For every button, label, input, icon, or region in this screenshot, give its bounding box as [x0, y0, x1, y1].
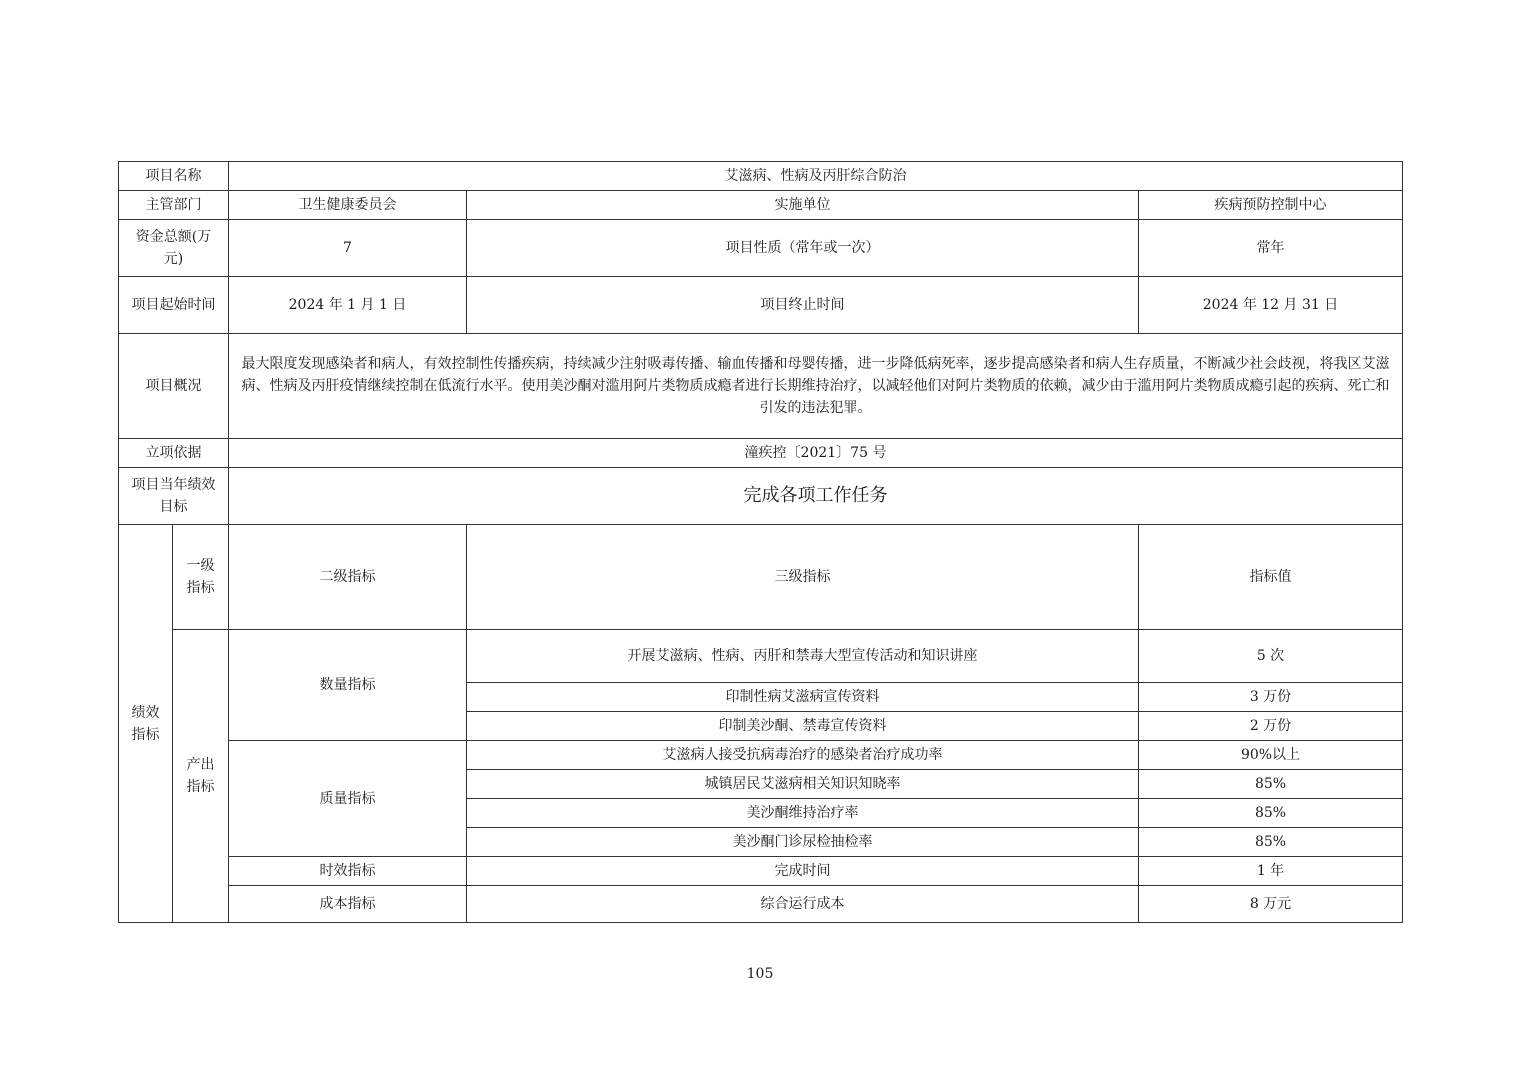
indicator-name: 综合运行成本 [467, 886, 1139, 923]
project-name-label: 项目名称 [119, 162, 229, 191]
performance-table [118, 161, 1403, 923]
project-nature-label: 项目性质（常年或一次） [467, 220, 1139, 277]
indicator-value: 5 次 [1139, 630, 1403, 683]
basis-label: 立项依据 [119, 439, 229, 468]
total-funding-label: 资金总额(万元) [119, 220, 229, 277]
indicator-name: 美沙酮门诊尿检抽检率 [467, 828, 1139, 857]
row-summary [119, 334, 1403, 439]
project-name-value: 艾滋病、性病及丙肝综合防治 [229, 162, 1403, 191]
indicator-value: 90%以上 [1139, 741, 1403, 770]
output-indicator-label: 产出指标 [173, 630, 229, 923]
indicator-value: 85% [1139, 799, 1403, 828]
level1-header: 一级指标 [173, 525, 229, 630]
implementing-unit-value: 疾病预防控制中心 [1139, 191, 1403, 220]
row-dates [119, 277, 1403, 334]
indicator-name: 城镇居民艾滋病相关知识知晓率 [467, 770, 1139, 799]
table-row [119, 886, 1403, 923]
indicator-value: 85% [1139, 828, 1403, 857]
total-funding-value: 7 [229, 220, 467, 277]
table-row [119, 857, 1403, 886]
quantity-indicator-label: 数量指标 [229, 630, 467, 741]
indicator-name: 开展艾滋病、性病、丙肝和禁毒大型宣传活动和知识讲座 [467, 630, 1139, 683]
indicator-value: 1 年 [1139, 857, 1403, 886]
end-time-value: 2024 年 12 月 31 日 [1139, 277, 1403, 334]
row-indicator-header [119, 525, 1403, 630]
value-header: 指标值 [1139, 525, 1403, 630]
department-label: 主管部门 [119, 191, 229, 220]
indicators-section-label: 绩效指标 [119, 525, 173, 923]
project-nature-value: 常年 [1139, 220, 1403, 277]
row-goal [119, 468, 1403, 525]
goal-label: 项目当年绩效目标 [119, 468, 229, 525]
end-time-label: 项目终止时间 [467, 277, 1139, 334]
quality-indicator-label: 质量指标 [229, 741, 467, 857]
indicator-name: 印制美沙酮、禁毒宣传资料 [467, 712, 1139, 741]
indicator-value: 3 万份 [1139, 683, 1403, 712]
table-row [119, 741, 1403, 770]
basis-value: 潼疾控〔2021〕75 号 [229, 439, 1403, 468]
level3-header: 三级指标 [467, 525, 1139, 630]
department-value: 卫生健康委员会 [229, 191, 467, 220]
row-basis [119, 439, 1403, 468]
indicator-name: 艾滋病人接受抗病毒治疗的感染者治疗成功率 [467, 741, 1139, 770]
indicator-name: 美沙酮维持治疗率 [467, 799, 1139, 828]
row-funding [119, 220, 1403, 277]
indicator-name: 印制性病艾滋病宣传资料 [467, 683, 1139, 712]
summary-label: 项目概况 [119, 334, 229, 439]
implementing-unit-label: 实施单位 [467, 191, 1139, 220]
indicator-name: 完成时间 [467, 857, 1139, 886]
table-row [119, 630, 1403, 683]
cost-indicator-label: 成本指标 [229, 886, 467, 923]
summary-value: 最大限度发现感染者和病人，有效控制性传播疾病，持续减少注射吸毒传播、输血传播和母婴传播，进一步降低病死率，逐步提高感染者和病人生存质量，不断减少社会歧视，将我区艾滋病、性病及丙肝疫情继续控制在低流行水平。使用美沙酮对滥用阿片类物质成瘾者进行长期维持治疗，以减轻他们对阿片类物质的依赖，减少由于滥用阿片类物质成瘾引起的疾病、死亡和引发的违法犯罪。 [229, 334, 1403, 439]
indicator-value: 8 万元 [1139, 886, 1403, 923]
page-number: 105 [746, 966, 774, 982]
start-time-value: 2024 年 1 月 1 日 [229, 277, 467, 334]
start-time-label: 项目起始时间 [119, 277, 229, 334]
indicator-value: 2 万份 [1139, 712, 1403, 741]
indicator-value: 85% [1139, 770, 1403, 799]
timeliness-indicator-label: 时效指标 [229, 857, 467, 886]
level2-header: 二级指标 [229, 525, 467, 630]
row-department [119, 191, 1403, 220]
row-project-name [119, 162, 1403, 191]
goal-value: 完成各项工作任务 [229, 468, 1403, 525]
